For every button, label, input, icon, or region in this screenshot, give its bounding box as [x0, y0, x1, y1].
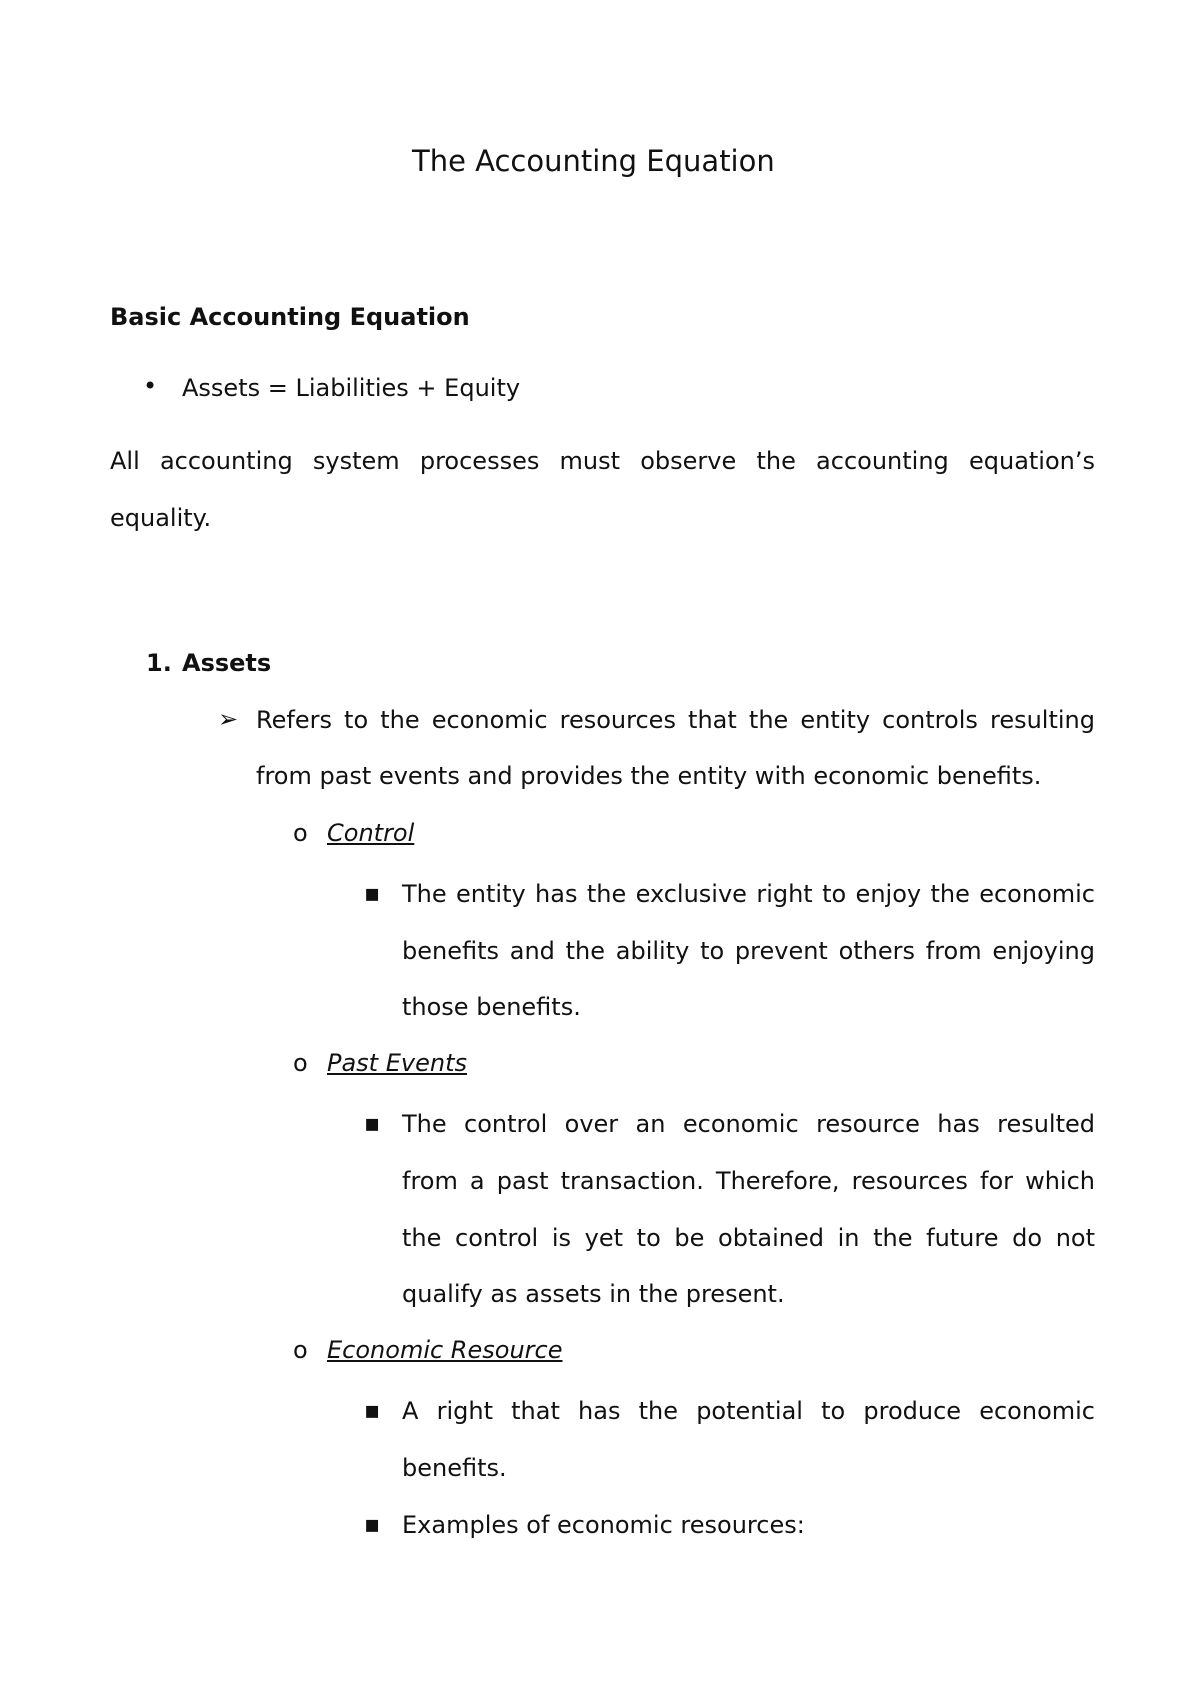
document-title: The Accounting Equation: [412, 144, 775, 178]
definition-line: Refers to the economic resources that the entity controls resulting: [256, 706, 1095, 734]
sub-heading-past-events: Past Events: [327, 1049, 467, 1077]
definition-line: from past events and provides the entity with economic benefits.: [256, 762, 1042, 790]
equation-bullet: Assets = Liabilities + Equity: [182, 374, 521, 402]
circle-bullet-icon: o: [293, 819, 308, 847]
section-heading: Basic Accounting Equation: [110, 303, 470, 331]
text-line: The entity has the exclusive right to enjoy the economic: [402, 880, 1095, 908]
sub-heading-control: Control: [327, 819, 415, 847]
text-line: Examples of economic resources:: [402, 1511, 805, 1539]
text-line: benefits and the ability to prevent others from enjoying: [402, 937, 1095, 965]
square-bullet-icon: ▪: [364, 1510, 381, 1538]
text-line: benefits.: [402, 1454, 507, 1482]
text-line: A right that has the potential to produce economic: [402, 1397, 1095, 1425]
sub-heading-economic-resource: Economic Resource: [327, 1336, 563, 1364]
circle-bullet-icon: o: [293, 1336, 308, 1364]
text-line: the control is yet to be obtained in the future do not: [402, 1224, 1095, 1252]
square-bullet-icon: ▪: [364, 879, 381, 907]
assets-heading: Assets: [182, 649, 272, 677]
bullet-icon: •: [143, 372, 158, 400]
square-bullet-icon: ▪: [364, 1396, 381, 1424]
text-line: The control over an economic resource has resulted: [402, 1110, 1095, 1138]
text-line: qualify as assets in the present.: [402, 1280, 785, 1308]
text-line: those benefits.: [402, 993, 581, 1021]
paragraph-line: equality.: [110, 504, 212, 532]
list-number: 1.: [146, 649, 172, 677]
arrow-bullet-icon: ➢: [218, 705, 239, 733]
circle-bullet-icon: o: [293, 1049, 308, 1077]
text-line: from a past transaction. Therefore, resources for which: [402, 1167, 1095, 1195]
paragraph-line: All accounting system processes must observe the accounting equation’s: [110, 447, 1095, 475]
square-bullet-icon: ▪: [364, 1109, 381, 1137]
